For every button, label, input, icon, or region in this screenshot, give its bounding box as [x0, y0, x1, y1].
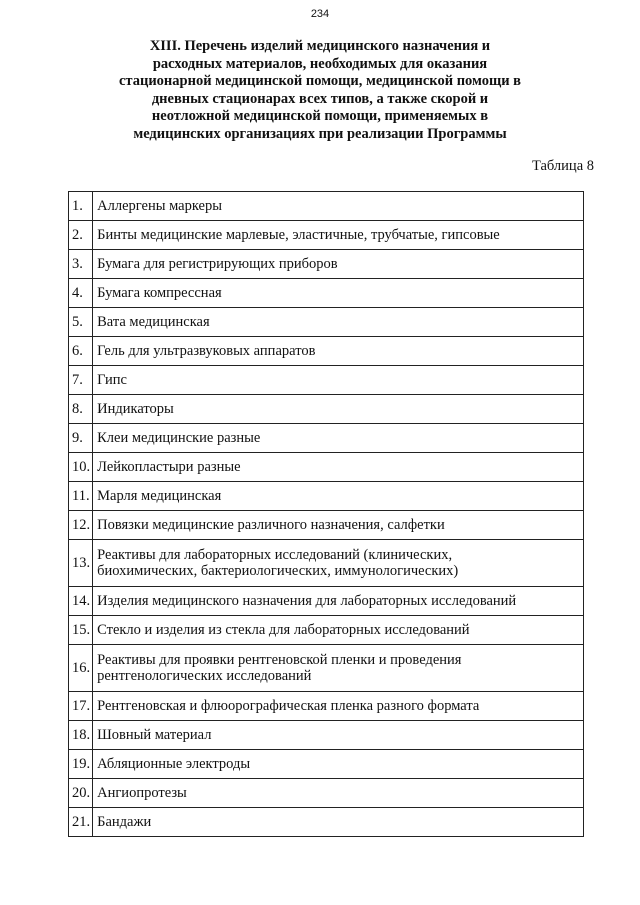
- row-number: 19.: [69, 750, 93, 779]
- table-row: [69, 250, 584, 279]
- row-number: 4.: [69, 279, 93, 308]
- row-number: 9.: [69, 424, 93, 453]
- item-name: [93, 482, 584, 511]
- item-name: [93, 192, 584, 221]
- table-row: [69, 692, 584, 721]
- row-number: 11.: [69, 482, 93, 511]
- item-name: [93, 453, 584, 482]
- table-row: [69, 192, 584, 221]
- item-name-line: Реактивы для лабораторных исследований (клинических,: [97, 547, 453, 563]
- table-row: [69, 279, 584, 308]
- title-line: стационарной медицинской помощи, медицинской помощи в: [118, 73, 522, 90]
- item-name: [93, 540, 584, 587]
- row-number: 3.: [69, 250, 93, 279]
- item-name-line: Реактивы для проявки рентгеновской пленки и проведения: [97, 652, 462, 668]
- row-number: 14.: [69, 587, 93, 616]
- title-line: медицинских организациях при реализации Программы: [133, 125, 507, 142]
- table-label: Таблица 8: [531, 158, 594, 174]
- item-name-line: Абляционные электроды: [97, 756, 251, 772]
- title-line: неотложной медицинской помощи, применяемых в: [151, 108, 489, 125]
- table-row: [69, 308, 584, 337]
- item-name: [93, 721, 584, 750]
- page-number: 234: [310, 8, 330, 20]
- table-row: [69, 540, 584, 587]
- table-row: [69, 424, 584, 453]
- item-name: [93, 692, 584, 721]
- table-row: [69, 616, 584, 645]
- item-name-line: Бумага для регистрирующих приборов: [97, 256, 338, 272]
- item-name: [93, 424, 584, 453]
- table-row: [69, 587, 584, 616]
- item-name-line: Бинты медицинские марлевые, эластичные, трубчатые, гипсовые: [97, 227, 500, 243]
- item-name-line: Гель для ультразвуковых аппаратов: [97, 343, 316, 359]
- item-name: [93, 279, 584, 308]
- row-number: 6.: [69, 337, 93, 366]
- item-name-line: Рентгеновская и флюорографическая пленка разного формата: [97, 698, 480, 714]
- row-number: 21.: [69, 808, 93, 837]
- table-row: [69, 366, 584, 395]
- items-table-body: [69, 192, 584, 837]
- item-name-line: Марля медицинская: [97, 488, 222, 504]
- row-number: 13.: [69, 540, 93, 587]
- table-row: [69, 221, 584, 250]
- row-number: 16.: [69, 645, 93, 692]
- table-row: [69, 721, 584, 750]
- table-row: [69, 511, 584, 540]
- item-name: [93, 395, 584, 424]
- item-name: [93, 511, 584, 540]
- item-name-line: Ангиопротезы: [97, 785, 187, 801]
- item-name-line: рентгенологических исследований: [97, 668, 312, 684]
- table-row: [69, 750, 584, 779]
- item-name: [93, 750, 584, 779]
- row-number: 15.: [69, 616, 93, 645]
- item-name-line: Бумага компрессная: [97, 285, 222, 301]
- title-line: дневных стационарах всех типов, а также скорой и: [151, 90, 489, 107]
- table-row: [69, 337, 584, 366]
- row-number: 12.: [69, 511, 93, 540]
- item-name: [93, 587, 584, 616]
- item-name-line: Повязки медицинские различного назначения, салфетки: [97, 517, 445, 533]
- item-name-line: Индикаторы: [97, 401, 174, 417]
- table-row: [69, 779, 584, 808]
- title-line: XIII. Перечень изделий медицинского назначения и: [149, 38, 491, 54]
- table-row: [69, 808, 584, 837]
- row-number: 7.: [69, 366, 93, 395]
- row-number: 2.: [69, 221, 93, 250]
- item-name-line: Аллергены маркеры: [97, 198, 222, 214]
- item-name-line: Клеи медицинские разные: [97, 430, 261, 446]
- item-name: [93, 221, 584, 250]
- item-name-line: Бандажи: [97, 814, 152, 830]
- item-name: [93, 308, 584, 337]
- item-name-line: Гипс: [97, 372, 127, 388]
- row-number: 8.: [69, 395, 93, 424]
- item-name-line: Вата медицинская: [97, 314, 210, 330]
- item-name-line: Шовный материал: [97, 727, 212, 743]
- item-name-line: биохимических, бактериологических, иммунологических): [97, 563, 459, 579]
- item-name: [93, 779, 584, 808]
- row-number: 17.: [69, 692, 93, 721]
- item-name-line: Изделия медицинского назначения для лабораторных исследований: [97, 593, 517, 609]
- table-row: [69, 395, 584, 424]
- item-name: [93, 337, 584, 366]
- items-table: [68, 191, 584, 837]
- item-name: [93, 645, 584, 692]
- table-row: [69, 645, 584, 692]
- item-name: [93, 250, 584, 279]
- item-name-line: Стекло и изделия из стекла для лабораторных исследований: [97, 622, 470, 638]
- table-row: [69, 453, 584, 482]
- row-number: 1.: [69, 192, 93, 221]
- item-name: [93, 616, 584, 645]
- row-number: 20.: [69, 779, 93, 808]
- row-number: 10.: [69, 453, 93, 482]
- item-name: [93, 808, 584, 837]
- table-row: [69, 482, 584, 511]
- item-name-line: Лейкопластыри разные: [97, 459, 241, 475]
- row-number: 18.: [69, 721, 93, 750]
- document-title: [100, 38, 540, 144]
- title-line: расходных материалов, необходимых для оказания: [152, 55, 488, 72]
- row-number: 5.: [69, 308, 93, 337]
- item-name: [93, 366, 584, 395]
